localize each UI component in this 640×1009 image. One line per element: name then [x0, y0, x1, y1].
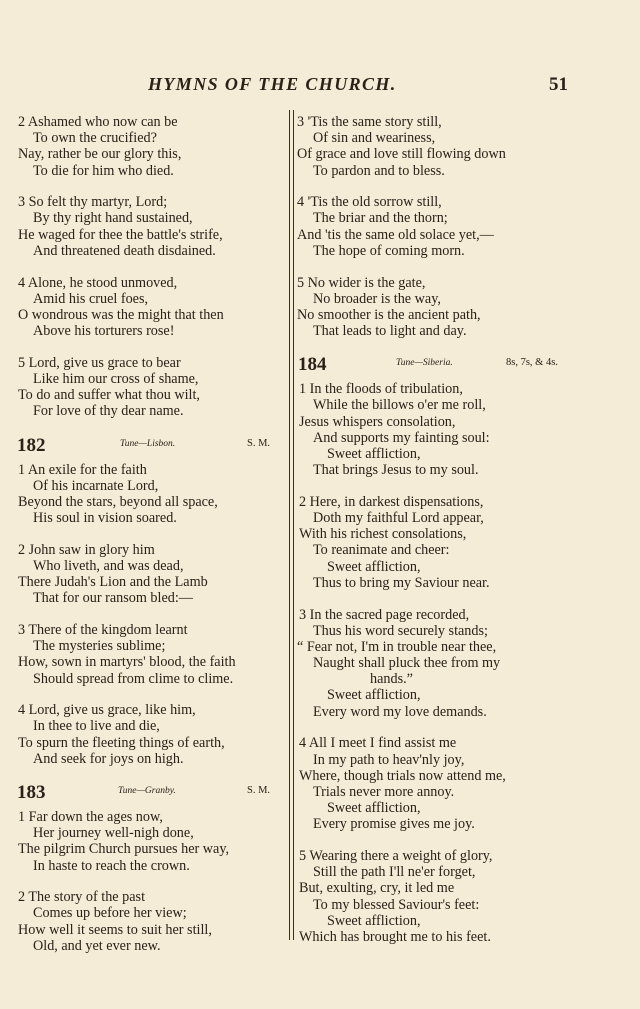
- verse-line: To reanimate and cheer:: [313, 542, 450, 559]
- verse: [297, 494, 640, 591]
- verse-line: Sweet affliction,: [327, 800, 421, 817]
- verse-line: Sweet affliction,: [327, 446, 421, 462]
- verse-line: To pardon and to bless.: [313, 162, 445, 179]
- verse-line: Thus his word securely stands;: [313, 622, 488, 639]
- verse: [0, 355, 287, 420]
- verse-line: Doth my faithful Lord appear,: [313, 510, 484, 527]
- verse-line: 4 Alone, he stood unmoved,: [18, 274, 178, 291]
- verse-line: Sweet affliction,: [327, 687, 421, 704]
- verse-line: That brings Jesus to my soul.: [313, 462, 479, 479]
- verse-line: And threatened death disdained.: [33, 242, 216, 259]
- verse-line: To my blessed Saviour's feet:: [313, 896, 480, 913]
- verse: [297, 607, 640, 720]
- verse-line: How, sown in martyrs' blood, the faith: [18, 654, 236, 671]
- verse-line: Of his incarnate Lord,: [33, 477, 159, 494]
- right-column: [297, 114, 640, 945]
- verse-line: That for our ransom bled:—: [33, 590, 193, 607]
- verse-line: “ Fear not, I'm in trouble near thee,: [297, 638, 497, 655]
- verse-line: 3 'Tis the same story still,: [297, 114, 442, 130]
- verse-line: Amid his cruel foes,: [33, 290, 149, 307]
- verse-line: By thy right hand sustained,: [33, 210, 193, 227]
- verse-line: O wondrous was the might that then: [18, 306, 224, 323]
- verse-line: Sweet affliction,: [327, 912, 421, 929]
- verse-line: In my path to heav'nly joy,: [313, 751, 465, 768]
- verse-line: 2 Ashamed who now can be: [18, 114, 178, 130]
- page-number: 51: [549, 74, 568, 95]
- verse-line: That leads to light and day.: [313, 323, 467, 340]
- hymn-tune: Tune—Siberia.: [396, 358, 453, 369]
- left-column: [0, 114, 287, 954]
- verse-line: To spurn the fleeting things of earth,: [18, 734, 225, 751]
- verse-line: And 'tis the same old solace yet,—: [297, 226, 494, 243]
- hymn-number: 184: [298, 354, 327, 376]
- verse-line: The pilgrim Church pursues her way,: [18, 841, 230, 858]
- verse-line: 3 In the sacred page recorded,: [299, 606, 470, 623]
- verse: [0, 622, 287, 687]
- verse-line: He waged for thee the battle's strife,: [18, 226, 223, 243]
- verse-line: Trials never more annoy.: [313, 783, 455, 800]
- verse-line: In haste to reach the crown.: [33, 857, 190, 874]
- hymn-heading: [297, 347, 640, 381]
- verse-line: And seek for joys on high.: [33, 750, 184, 767]
- column-rule: [289, 110, 290, 940]
- verse: [0, 889, 287, 954]
- verse-line: Every promise gives me joy.: [313, 816, 475, 833]
- verse-line: Naught shall pluck thee from my: [313, 655, 501, 672]
- verse-line: 2 John saw in glory him: [18, 541, 155, 558]
- verse-line: 4 'Tis the old sorrow still,: [297, 194, 442, 211]
- running-title: HYMNS OF THE CHURCH.: [148, 74, 397, 94]
- verse: [0, 114, 287, 179]
- verse-line: But, exulting, cry, it led me: [299, 880, 455, 897]
- verse-line: Still the path I'll ne'er forget,: [313, 864, 476, 881]
- verse: [0, 702, 287, 767]
- verse: [297, 381, 640, 478]
- verse-line: To do and suffer what thou wilt,: [18, 387, 200, 404]
- verse-line: Her journey well-nigh done,: [33, 825, 194, 842]
- verse-line: 5 Lord, give us grace to bear: [18, 354, 181, 371]
- verse: [297, 735, 640, 832]
- verse: [0, 275, 287, 340]
- verse-line: hands.”: [370, 671, 413, 688]
- verse-line: The mysteries sublime;: [33, 638, 166, 655]
- verse-line: Like him our cross of shame,: [33, 370, 199, 387]
- verse-line: How well it seems to suit her still,: [18, 921, 212, 938]
- verse-line: Which has brought me to his feet.: [299, 928, 491, 945]
- hymn-number: 182: [17, 434, 46, 456]
- verse-line: Old, and yet ever new.: [33, 937, 161, 954]
- verse-line: 5 Wearing there a weight of glory,: [299, 847, 493, 864]
- hymn-meter: S. M.: [247, 437, 271, 449]
- verse-line: The briar and the thorn;: [313, 210, 448, 227]
- verse-line: While the billows o'er me roll,: [313, 397, 486, 414]
- hymn-heading: [0, 775, 287, 809]
- verse-line: Who liveth, and was dead,: [33, 557, 184, 574]
- verse-line: His soul in vision soared.: [33, 510, 177, 527]
- hymn-tune: Tune—Granby.: [118, 786, 176, 796]
- verse-line: Of grace and love still flowing down: [297, 146, 506, 163]
- verse-line: Of sin and weariness,: [313, 130, 436, 147]
- verse-line: Jesus whispers consolation,: [299, 413, 456, 430]
- column-rule: [293, 110, 294, 940]
- verse-line: Above his torturers rose!: [33, 323, 175, 340]
- verse-line: In thee to live and die,: [33, 718, 160, 735]
- verse-line: Nay, rather be our glory this,: [18, 146, 182, 163]
- verse-line: 1 Far down the ages now,: [18, 809, 163, 825]
- verse-line: 3 So felt thy martyr, Lord;: [18, 194, 168, 211]
- verse-line: For love of thy dear name.: [33, 403, 184, 420]
- verse-line: With his richest consolations,: [299, 526, 467, 543]
- verse-line: No smoother is the ancient path,: [297, 306, 481, 323]
- verse-line: 1 An exile for the faith: [18, 461, 147, 478]
- verse-line: 5 No wider is the gate,: [297, 274, 426, 291]
- hymn-heading: [0, 428, 287, 462]
- hymn-meter: S. M.: [247, 785, 271, 796]
- verse: [0, 462, 287, 527]
- verse: [0, 542, 287, 607]
- hymn-tune: Tune—Lisbon.: [120, 438, 176, 449]
- verse-line: Beyond the stars, beyond all space,: [18, 493, 218, 510]
- verse-line: Comes up before her view;: [33, 905, 187, 922]
- verse-line: The hope of coming morn.: [313, 242, 465, 259]
- hymn-number: 183: [17, 782, 46, 803]
- hymn-meter: 8s, 7s, & 4s.: [506, 357, 558, 369]
- verse-line: 4 Lord, give us grace, like him,: [18, 702, 196, 719]
- verse-line: To die for him who died.: [33, 162, 174, 179]
- verse: [297, 194, 640, 259]
- verse-line: 3 There of the kingdom learnt: [18, 622, 188, 638]
- verse-line: Every word my love demands.: [313, 703, 487, 720]
- verse: [297, 114, 640, 179]
- verse: [0, 194, 287, 259]
- verse: [0, 809, 287, 874]
- verse: [297, 275, 640, 340]
- verse-line: 1 In the floods of tribulation,: [299, 381, 463, 398]
- verse-line: Where, though trials now attend me,: [299, 767, 506, 784]
- verse-line: Thus to bring my Saviour near.: [313, 574, 490, 591]
- verse-line: To own the crucified?: [33, 130, 157, 147]
- verse: [297, 848, 640, 945]
- page-header: [0, 74, 640, 104]
- verse-line: 4 All I meet I find assist me: [299, 735, 457, 752]
- verse-line: No broader is the way,: [313, 290, 441, 307]
- verse-line: 2 The story of the past: [18, 889, 146, 906]
- verse-line: And supports my fainting soul:: [313, 429, 490, 446]
- verse-line: There Judah's Lion and the Lamb: [18, 574, 208, 591]
- verse-line: Sweet affliction,: [327, 558, 421, 575]
- verse-line: 2 Here, in darkest dispensations,: [299, 493, 484, 510]
- verse-line: Should spread from clime to clime.: [33, 670, 234, 687]
